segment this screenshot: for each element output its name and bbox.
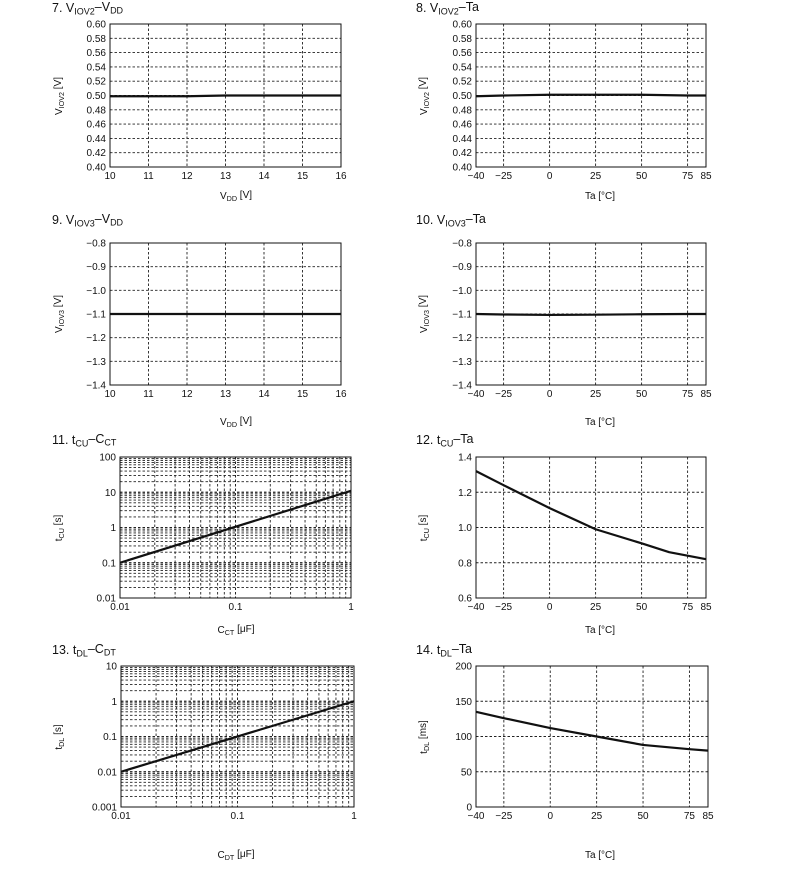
x-tick-label: −40 [467,811,485,822]
x-tick-label: 16 [335,389,347,400]
y-tick-label: 0.58 [86,33,106,45]
x-axis-label: Ta [°C] [584,850,616,861]
x-axis-label: $V_{DD}$ [V] [219,190,253,204]
x-tick-label: 13 [219,171,232,182]
x-tick-label: 14 [258,389,270,400]
chart-9 [52,212,347,429]
y-tick-label: 0.8 [458,558,472,570]
y-tick-label: 0.01 [97,767,117,779]
chart-13 [52,642,357,862]
y-tick-label: 150 [455,696,472,708]
y-tick-label: −1.3 [452,356,472,368]
y-tick-label: 0.60 [86,19,106,31]
x-tick-label: 50 [636,171,648,182]
chart-title: 14. $t_{DL}-Ta$ [416,641,472,659]
y-tick-label: 0.50 [452,91,472,102]
x-tick-label: 0 [547,811,554,822]
x-axis-label: $C_{CT}$ [μF] [217,624,255,638]
y-tick-label: 0.56 [452,48,472,60]
x-tick-label: 13 [219,389,232,400]
y-axis-label: $t_{DL}$ [s] [53,724,67,750]
x-tick-label: 10 [104,389,116,400]
series-line [110,96,341,97]
y-tick-label: 0.50 [86,91,106,102]
y-tick-label: 1.4 [458,452,472,464]
chart-title: 10. $V_{IOV3}-Ta$ [416,211,486,229]
x-axis-label: Ta [°C] [584,191,616,202]
y-tick-label: 0.54 [86,62,106,74]
y-tick-label: 0.48 [86,105,106,117]
x-tick-label: 85 [702,811,714,822]
x-tick-label: 25 [590,389,602,400]
x-tick-label: 11 [143,389,154,400]
y-tick-label: −1.4 [452,380,472,392]
y-tick-label: 0.1 [102,558,116,570]
y-tick-label: 0.52 [452,76,472,88]
x-tick-label: −40 [467,171,485,182]
x-tick-label: 75 [682,171,694,182]
y-tick-label: 1 [111,696,117,708]
y-tick-label: 1 [110,523,116,534]
y-tick-label: 1.2 [458,487,472,499]
x-tick-label: 0 [546,171,553,182]
x-tick-label: 12 [181,171,193,182]
y-tick-label: −1.0 [86,285,106,297]
y-tick-label: −1.3 [86,356,106,368]
y-tick-label: 0 [466,802,472,814]
x-tick-label: 75 [682,389,694,400]
x-tick-label: 85 [700,171,712,182]
x-tick-label: 0 [546,389,553,400]
x-tick-label: 0.1 [228,602,243,613]
x-tick-label: 85 [700,602,712,613]
y-tick-label: 10 [104,487,116,499]
y-tick-label: 0.48 [452,105,472,117]
y-tick-label: −0.8 [452,238,472,250]
x-tick-label: 0 [546,602,553,613]
x-tick-label: 14 [258,171,270,182]
y-axis-label: $V_{IOV3}$ [V] [53,294,67,334]
y-axis-label: $t_{CU}$ [s] [53,514,67,542]
x-tick-label: −25 [495,811,513,822]
chart-title: 8. $V_{IOV2}-Ta$ [416,0,479,17]
x-tick-label: 50 [636,389,648,400]
y-tick-label: 0.1 [103,732,117,743]
y-tick-label: 10 [105,661,117,673]
y-tick-label: 0.54 [452,62,472,74]
series-line [476,471,706,559]
y-tick-label: −1.4 [86,380,106,392]
x-axis-label: Ta [°C] [584,417,616,428]
x-tick-label: 0.01 [111,811,131,822]
x-tick-label: 50 [636,602,648,613]
x-tick-label: 25 [591,811,603,822]
chart-title: 13. $t_{DL}-C_{DT}$ [52,641,116,659]
x-tick-label: 85 [700,389,712,400]
y-axis-label: $V_{IOV2}$ [V] [418,76,432,116]
y-tick-label: 200 [455,661,472,673]
x-tick-label: 1 [351,811,357,822]
x-tick-label: 15 [296,171,309,182]
x-tick-label: 0.01 [110,602,130,613]
y-tick-label: 0.40 [86,162,106,174]
chart-7 [52,0,347,203]
y-tick-label: 0.42 [452,148,472,160]
y-tick-label: 0.46 [452,119,472,131]
chart-11 [52,432,354,637]
x-tick-label: 0.1 [230,811,245,822]
y-tick-label: 100 [455,732,472,743]
x-axis-label: $C_{DT}$ [μF] [217,849,255,863]
x-axis-label: $V_{DD}$ [V] [219,416,253,430]
chart-title: 9. $V_{IOV3}-V_{DD}$ [52,211,124,229]
y-tick-label: 0.60 [452,19,472,31]
y-tick-label: 0.42 [86,148,106,160]
x-tick-label: 75 [682,602,694,613]
chart-8 [416,0,712,202]
x-tick-label: −25 [495,389,513,400]
y-axis-label: $V_{IOV3}$ [V] [418,294,432,334]
x-tick-label: −25 [495,171,513,182]
x-tick-label: 75 [683,811,696,822]
y-tick-label: 0.58 [452,33,472,45]
chart-10 [416,212,712,428]
y-tick-label: −0.8 [86,238,106,250]
y-tick-label: 0.46 [86,119,106,131]
y-tick-label: −1.1 [452,309,472,321]
series-line [476,712,708,751]
y-tick-label: 0.6 [458,593,472,605]
series-line [476,314,706,315]
x-tick-label: −25 [495,602,513,613]
y-tick-label: −1.0 [452,285,472,297]
x-tick-label: 15 [296,389,309,400]
x-tick-label: 25 [590,602,602,613]
y-tick-label: 0.44 [452,133,472,145]
chart-title: 11. $t_{CU}-C_{CT}$ [52,431,117,449]
x-tick-label: 16 [335,171,347,182]
y-tick-label: 0.56 [86,48,106,60]
y-tick-label: −0.9 [452,262,472,274]
chart-12 [416,432,712,636]
x-tick-label: 12 [181,389,193,400]
y-tick-label: 0.40 [452,162,472,174]
y-tick-label: 1.0 [458,523,472,534]
chart-title: 7. $V_{IOV2}-V_{DD}$ [52,0,124,17]
y-axis-label: $t_{DL}$ [ms] [418,720,432,754]
y-tick-label: 0.52 [86,76,106,88]
x-tick-label: −40 [467,389,485,400]
x-tick-label: 10 [104,171,116,182]
chart-title: 12. $t_{CU}-Ta$ [416,431,474,449]
x-axis-label: Ta [°C] [584,625,616,636]
y-axis-label: $V_{IOV2}$ [V] [53,76,67,116]
y-tick-label: 50 [460,767,472,779]
x-tick-label: 1 [348,602,354,613]
y-tick-label: −1.1 [86,309,106,321]
y-tick-label: 100 [99,452,116,464]
y-tick-label: 0.44 [86,133,106,145]
x-tick-label: 50 [637,811,649,822]
series-line [476,95,706,96]
x-tick-label: −40 [467,602,485,613]
x-tick-label: 11 [143,171,154,182]
x-tick-label: 25 [590,171,602,182]
y-axis-label: $t_{CU}$ [s] [418,514,432,542]
y-tick-label: 0.01 [96,593,116,605]
y-tick-label: −1.2 [86,333,106,345]
y-tick-label: 0.001 [91,802,117,814]
y-tick-label: −0.9 [86,262,106,274]
chart-14 [416,642,714,861]
y-tick-label: −1.2 [452,333,472,345]
